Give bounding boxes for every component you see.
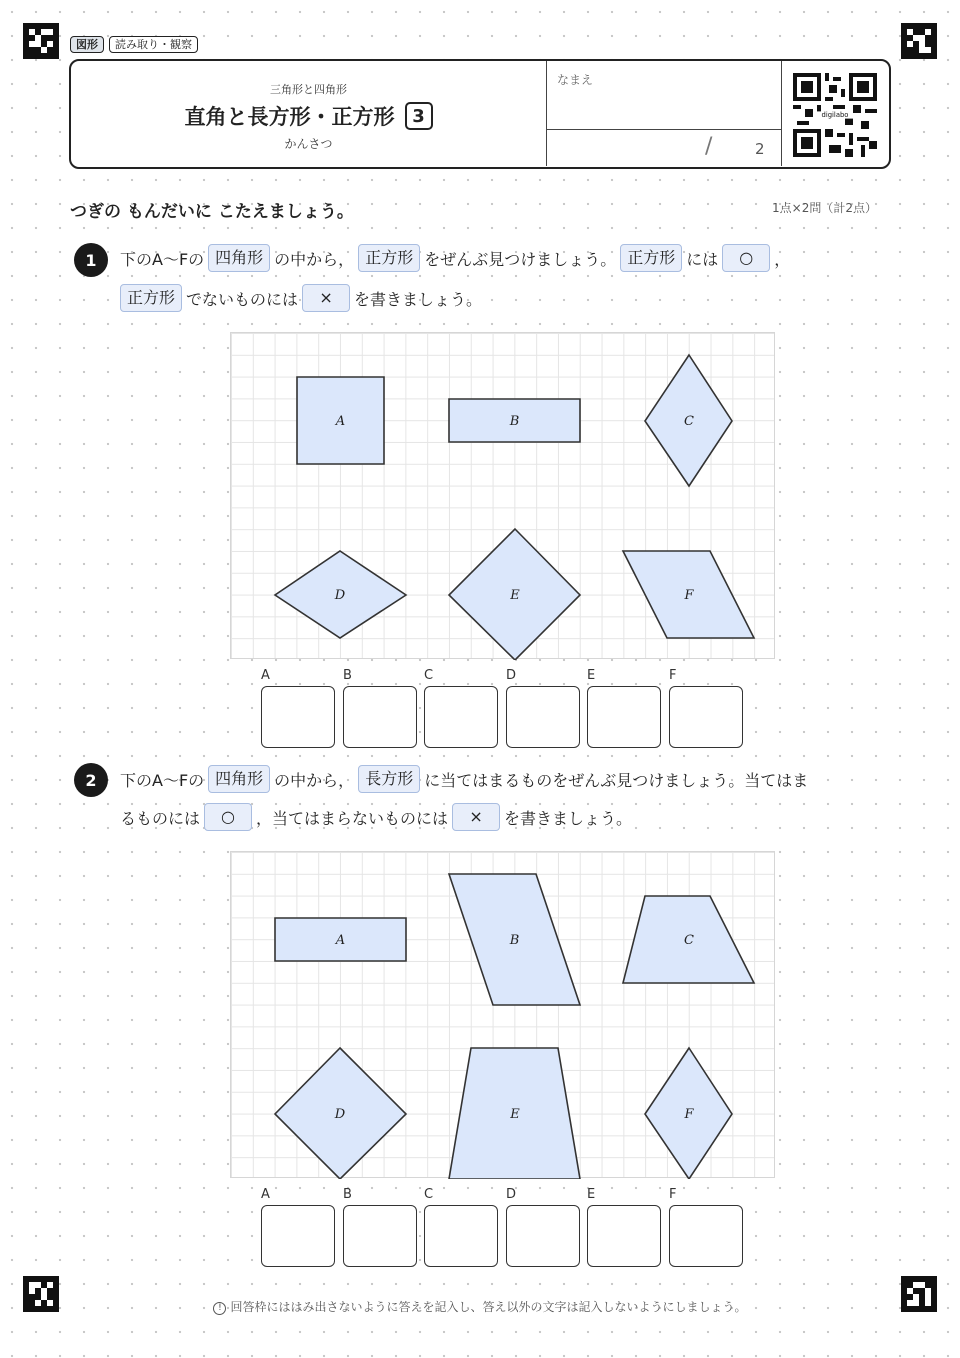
q2-answer-label-a: A [261,1187,270,1202]
qr-text: digilabo [821,111,849,119]
question-1-number: 1 [74,243,108,277]
q2-shape-f-label: F [684,1107,694,1122]
q2-shape-c [623,896,754,983]
tag-skill: 読み取り・観察 [109,36,198,53]
q2-answer-box-a[interactable] [261,1205,335,1267]
score-total: 2 [755,140,765,158]
page-title-text: 直角と長方形・正方形 [184,105,395,129]
q2-text: に当てはまるものをぜんぶ見つけましょう。当てはま [424,770,809,790]
tag-category: 図形 [70,36,104,53]
q1-answer-label-b: B [343,668,352,683]
q1-keyword-quadrilateral: 四角形 [208,244,270,272]
q2-figure-grid [230,851,775,1178]
unit-subtitle: 三角形と四角形 [270,83,347,96]
footer-text: 回答枠にははみ出さないように答えを記入し、答え以外の文字は記入しないようにしましょう。 [230,1300,747,1314]
q2-answer-label-e: E [587,1187,596,1202]
q1-shape-d-label: D [334,588,346,603]
q1-answer-label-d: D [506,668,517,683]
question-2-text-line-1 [120,765,808,793]
q2-shape-a-label: A [335,933,346,948]
q2-shape-c-label: C [684,933,694,948]
q2-shape-f [645,1048,732,1179]
q2-shape-e [449,1048,580,1179]
info-icon: ! [213,1302,226,1315]
q1-answer-box-e[interactable] [587,686,661,748]
q2-text: ，当てはまらないものには [256,808,449,828]
cross-symbol: × [302,284,350,312]
q1-shape-f-label: F [684,588,694,603]
q1-text: 下のA〜Fの [120,249,205,269]
q1-answer-box-a[interactable] [261,686,335,748]
q2-shape-d-label: D [334,1107,346,1122]
footer-note [0,1298,960,1315]
q2-shape-e-label: E [510,1107,520,1122]
name-label: なまえ [557,73,594,87]
cross-symbol: × [452,803,500,831]
worksheet-header [69,59,891,169]
points-info: 1点×2問（計2点） [772,201,877,215]
score-slash: / [705,134,713,159]
question-2-number: 2 [74,763,108,797]
name-field[interactable] [546,61,782,166]
q2-answer-box-f[interactable] [669,1205,743,1267]
q2-answer-box-e[interactable] [587,1205,661,1267]
qr-code-icon [793,73,877,157]
category-tags [70,36,198,53]
q2-shape-d [275,1048,406,1179]
q2-answer-label-f: F [669,1187,677,1202]
q2-shape-b [449,874,580,1005]
q1-keyword-square: 正方形 [358,244,420,272]
q2-answer-box-d[interactable] [506,1205,580,1267]
q2-answer-label-c: C [424,1187,434,1202]
q1-shape-b [449,399,580,442]
question-2-text-line-2 [120,803,632,831]
question-1-text-line-2 [120,284,482,312]
q2-keyword-quadrilateral: 四角形 [208,765,270,793]
q2-answer-label-b: B [343,1187,352,1202]
q2-answer-label-d: D [506,1187,517,1202]
q1-answer-box-c[interactable] [424,686,498,748]
q1-shape-f [623,551,754,638]
q1-shape-c-label: C [684,414,694,429]
q1-shape-c [645,355,732,486]
q1-text: の中から， [274,249,355,269]
q1-shape-e [449,529,580,660]
circle-symbol: ○ [722,244,770,272]
q1-shape-d [275,551,406,638]
q1-text: を書きましょう。 [354,289,483,309]
q1-keyword-square: 正方形 [620,244,682,272]
q2-text: 下のA〜Fの [120,770,205,790]
q1-answer-box-b[interactable] [343,686,417,748]
q2-shape-b-label: B [509,933,520,948]
q1-text: ， [774,249,791,269]
q1-shapes [231,333,776,660]
q1-shape-a [297,377,384,464]
q2-text: を書きましょう。 [504,808,633,828]
q1-answer-box-d[interactable] [506,686,580,748]
instruction: つぎの もんだいに こたえましょう。 [70,202,354,222]
title-reading: かんさつ [284,137,333,151]
q2-shapes [231,852,776,1179]
circle-symbol: ○ [204,803,252,831]
q2-shape-a [275,918,406,961]
title-area [71,61,546,166]
q1-answer-label-c: C [424,668,434,683]
score-field[interactable] [547,129,781,167]
corner-marker-top-right [901,23,937,59]
q1-text: でないものには [186,289,299,309]
q1-shape-b-label: B [509,414,520,429]
page-title [71,101,546,131]
corner-marker-top-left [23,23,59,59]
q2-text: るものには [120,808,201,828]
q2-keyword-rectangle: 長方形 [358,765,420,793]
q1-answer-label-e: E [587,668,596,683]
q1-shape-a-label: A [335,414,346,429]
worksheet-number: 3 [405,102,433,130]
question-1-text-line-1 [120,244,790,272]
q2-text: の中から， [274,770,355,790]
q1-figure-grid [230,332,775,659]
q1-text: には [686,249,719,269]
q1-answer-label-f: F [669,668,677,683]
q2-answer-box-b[interactable] [343,1205,417,1267]
q1-answer-label-a: A [261,668,270,683]
q2-answer-box-c[interactable] [424,1205,498,1267]
q1-answer-box-f[interactable] [669,686,743,748]
q1-shape-e-label: E [510,588,520,603]
q1-keyword-square: 正方形 [120,284,182,312]
q1-text: をぜんぶ見つけましょう。 [424,249,617,269]
